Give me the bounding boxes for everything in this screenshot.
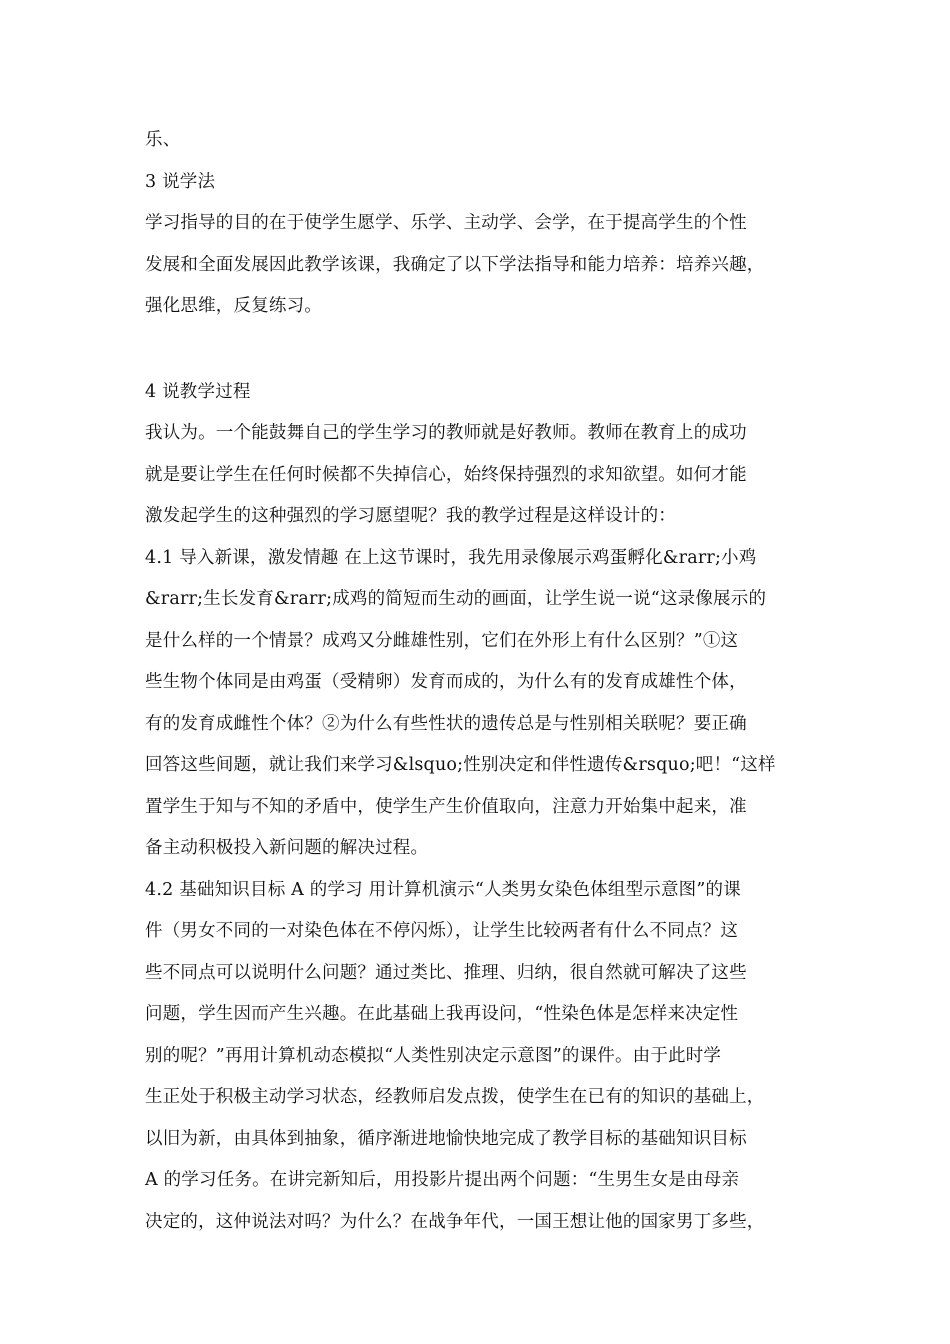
text-line: A 的学习任务。在讲完新知后，用投影片提出两个问题：“生男生女是由母亲 [145, 1170, 740, 1190]
text-line: 我认为。一个能鼓舞自己的学生学习的教师就是好教师。教师在教育上的成功 [145, 423, 747, 443]
text-line: 问题，学生因而产生兴趣。在此基础上我再设问，“性染色体是怎样来决定性 [145, 1004, 739, 1024]
section-bottom [145, 372, 810, 1244]
text-line: 强化思维，反复练习。 [145, 296, 322, 316]
text-line: 有的发育成雌性个体？②为什么有些性状的遗传总是与性别相关联呢？要正确 [145, 713, 747, 734]
text-line: 学习指导的目的在于使学生愿学、乐学、主动学、会学，在于提高学生的个性 [145, 213, 747, 233]
text-line: 是什么样的一个情景？成鸡又分雌雄性别，它们在外形上有什么区别？”①这 [145, 630, 739, 651]
text-line: 决定的，这仲说法对吗？为什么？在战争年代，一国王想让他的国家男丁多些， [145, 1211, 765, 1232]
section-heading-learning-methods: 3 说学法 [145, 171, 216, 192]
text-line: &rarr;生长发育&rarr;成鸡的简短而生动的画面，让学生说一说“这录像展示的 [145, 589, 767, 609]
text-line: 备主动积极投入新问题的解决过程。 [145, 838, 429, 858]
text-line: 置学生于知与不知的矛盾中，使学生产生价值取向，注意力开始集中起来，准 [145, 796, 747, 817]
text-line: 乐、 [145, 130, 181, 150]
text-line: 别的呢？”再用计算机动态模拟“人类性别决定示意图”的课件。由于此时学 [145, 1045, 722, 1066]
text-line: 件（男女不同的一对染色体在不停闪烁），让学生比较两者有什么不同点？这 [145, 921, 739, 941]
text-line: 就是要让学生在任何时候都不失掉信心，始终保持强烈的求知欲望。如何才能 [145, 464, 747, 485]
text-line: 生正处于积极主动学习状态，经教师启发点拨，使学生在已有的知识的基础上， [145, 1087, 765, 1107]
document-page [145, 120, 810, 1243]
text-line: 以旧为新，由具体到抽象，循序渐进地愉快地完成了教学目标的基础知识目标 [145, 1128, 747, 1149]
subsection-heading-goal-a: 4.2 基础知识目标 A 的学习 用计算机演示“人类男女染色体组型示意图”的课 [145, 879, 741, 900]
text-line: 回答这些间题，就让我们来学习&lsquo;性别决定和伴性遗传&rsquo;吧！“这样 [145, 755, 776, 775]
section-heading-teaching-process: 4 说教学过程 [145, 381, 251, 402]
subsection-heading-intro: 4.1 导入新课，激发情趣 在上这节课时，我先用录像展示鸡蛋孵化&rarr;小鸡 [145, 547, 757, 568]
text-line: 些生物个体同是由鸡蛋（受精卵）发育而成的，为什么有的发育成雄性个体， [145, 672, 747, 692]
text-line: 发展和全面发展因此教学该课，我确定了以下学法指导和能力培养：培养兴趣， [145, 254, 765, 275]
text-line: 些不同点可以说明什么问题？通过类比、推理、归纳，很自然就可解决了这些 [145, 962, 747, 983]
section-top [145, 120, 810, 328]
paragraph-gap [145, 328, 810, 372]
text-line: 激发起学生的这种强烈的学习愿望呢？我的教学过程是这样设计的： [145, 506, 676, 526]
